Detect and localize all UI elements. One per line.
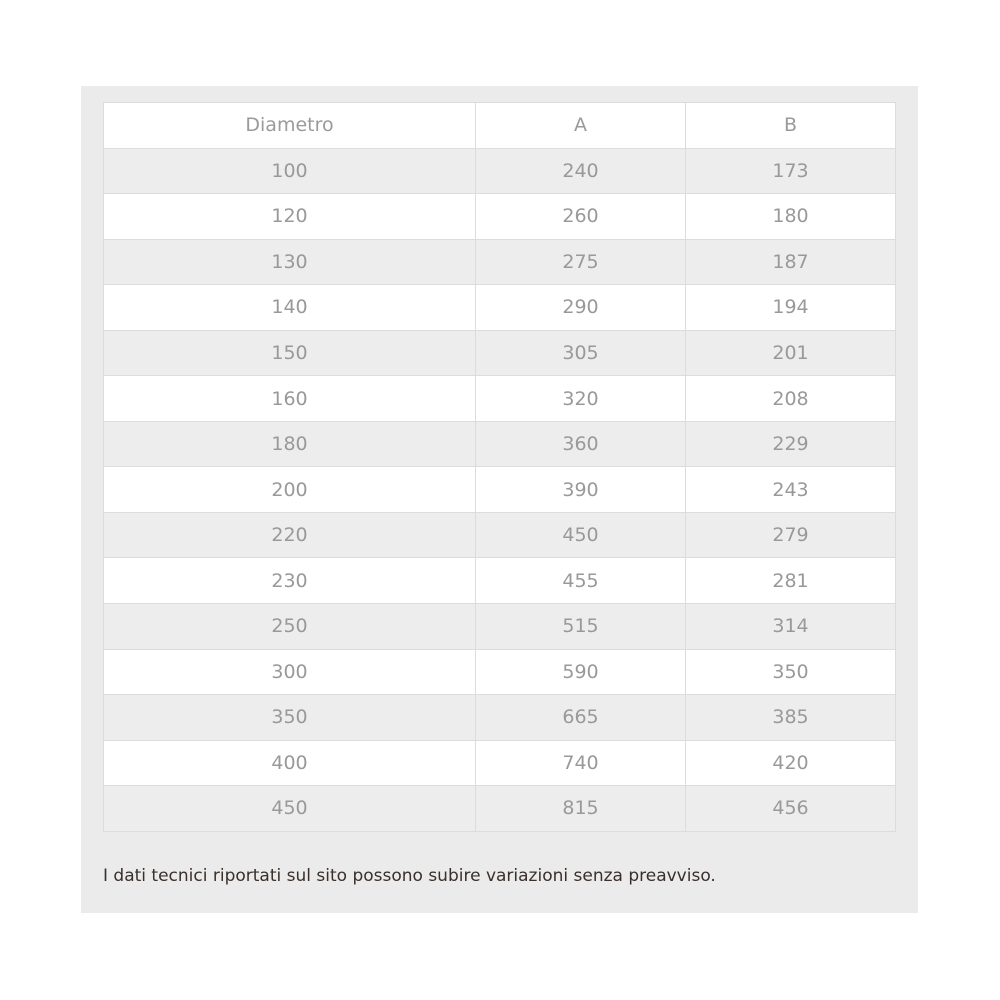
cell-diametro: 220 xyxy=(104,512,476,558)
cell-b: 456 xyxy=(686,786,896,832)
dimensions-table xyxy=(103,102,896,832)
table-row xyxy=(104,649,896,695)
cell-b: 281 xyxy=(686,558,896,604)
cell-a: 450 xyxy=(476,512,686,558)
table-row xyxy=(104,376,896,422)
cell-b: 194 xyxy=(686,285,896,331)
cell-a: 240 xyxy=(476,148,686,194)
header-b: B xyxy=(686,103,896,149)
cell-diametro: 140 xyxy=(104,285,476,331)
cell-diametro: 130 xyxy=(104,239,476,285)
header-a: A xyxy=(476,103,686,149)
cell-a: 305 xyxy=(476,330,686,376)
cell-b: 229 xyxy=(686,421,896,467)
cell-diametro: 450 xyxy=(104,786,476,832)
cell-b: 385 xyxy=(686,695,896,741)
cell-diametro: 300 xyxy=(104,649,476,695)
cell-b: 420 xyxy=(686,740,896,786)
table-row xyxy=(104,695,896,741)
cell-a: 665 xyxy=(476,695,686,741)
header-diametro: Diametro xyxy=(104,103,476,149)
cell-diametro: 350 xyxy=(104,695,476,741)
cell-diametro: 400 xyxy=(104,740,476,786)
cell-b: 180 xyxy=(686,194,896,240)
cell-a: 740 xyxy=(476,740,686,786)
table-row xyxy=(104,604,896,650)
cell-a: 455 xyxy=(476,558,686,604)
cell-diametro: 180 xyxy=(104,421,476,467)
table-row xyxy=(104,285,896,331)
cell-a: 260 xyxy=(476,194,686,240)
cell-a: 275 xyxy=(476,239,686,285)
table-header-row xyxy=(104,103,896,149)
cell-a: 815 xyxy=(476,786,686,832)
spec-panel xyxy=(81,86,918,913)
cell-b: 350 xyxy=(686,649,896,695)
table-row xyxy=(104,194,896,240)
cell-a: 360 xyxy=(476,421,686,467)
cell-a: 290 xyxy=(476,285,686,331)
cell-b: 201 xyxy=(686,330,896,376)
cell-diametro: 150 xyxy=(104,330,476,376)
cell-diametro: 230 xyxy=(104,558,476,604)
cell-b: 173 xyxy=(686,148,896,194)
cell-a: 515 xyxy=(476,604,686,650)
table-body xyxy=(104,148,896,831)
table-row xyxy=(104,740,896,786)
cell-a: 390 xyxy=(476,467,686,513)
cell-b: 187 xyxy=(686,239,896,285)
table-row xyxy=(104,239,896,285)
table-row xyxy=(104,148,896,194)
cell-a: 590 xyxy=(476,649,686,695)
cell-b: 208 xyxy=(686,376,896,422)
table-row xyxy=(104,330,896,376)
cell-b: 243 xyxy=(686,467,896,513)
table-row xyxy=(104,421,896,467)
cell-diametro: 100 xyxy=(104,148,476,194)
table-row xyxy=(104,786,896,832)
table-row xyxy=(104,558,896,604)
cell-diametro: 120 xyxy=(104,194,476,240)
table-row xyxy=(104,467,896,513)
disclaimer-note: I dati tecnici riportati sul sito possono subire variazioni senza preavviso. xyxy=(103,866,716,886)
cell-b: 279 xyxy=(686,512,896,558)
table-row xyxy=(104,512,896,558)
cell-diametro: 160 xyxy=(104,376,476,422)
cell-diametro: 250 xyxy=(104,604,476,650)
cell-b: 314 xyxy=(686,604,896,650)
cell-diametro: 200 xyxy=(104,467,476,513)
cell-a: 320 xyxy=(476,376,686,422)
